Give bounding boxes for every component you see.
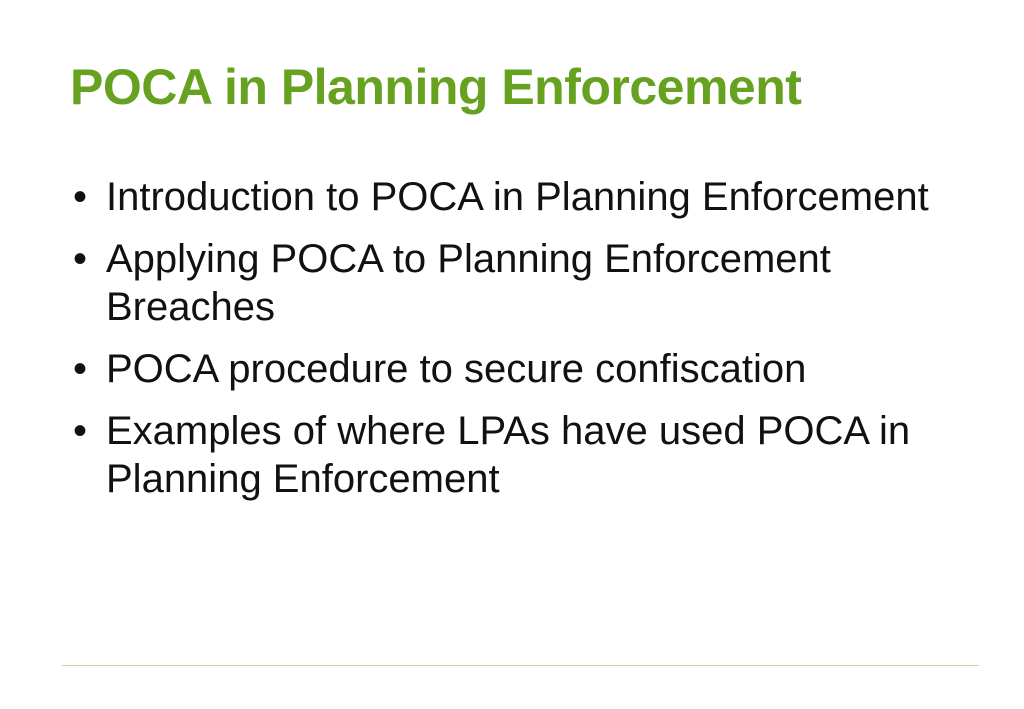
bullet-icon: •	[72, 347, 87, 391]
bullet-icon: •	[72, 237, 87, 281]
bullet-list	[70, 173, 990, 517]
bullet-icon: •	[72, 409, 87, 453]
bullet-item-applying	[70, 235, 990, 331]
slide-title: POCA in Planning Enforcement	[70, 59, 802, 115]
bullet-icon: •	[72, 175, 87, 219]
bullet-text: Introduction to POCA in Planning Enforcement	[106, 175, 929, 219]
bullet-item-procedure	[70, 345, 990, 393]
bullet-text: Applying POCA to Planning Enforcement Breaches	[106, 237, 831, 329]
bullet-text: POCA procedure to secure confiscation	[106, 347, 807, 391]
bullet-item-examples	[70, 407, 990, 503]
footer-divider	[62, 665, 979, 666]
bullet-item-introduction	[70, 173, 990, 221]
bullet-text: Examples of where LPAs have used POCA in Planning Enforcement	[106, 409, 911, 501]
